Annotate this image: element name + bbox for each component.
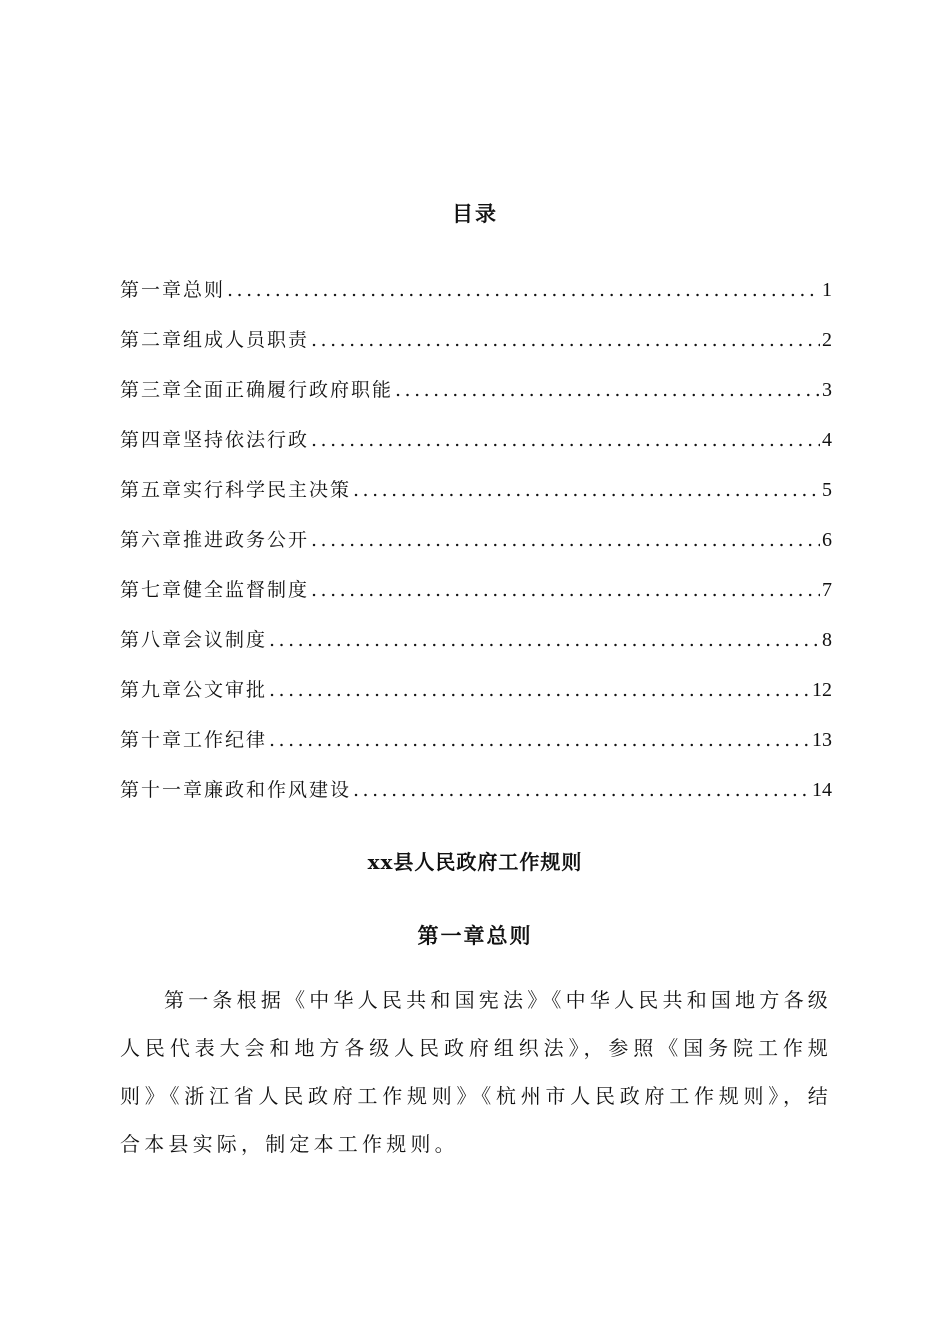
toc-item-label: 第一章总则 <box>120 279 226 301</box>
toc-item-page: 4 <box>822 429 832 451</box>
toc-item-label: 第八章会议制度 <box>120 629 268 651</box>
body-paragraph: 第一条根据《中华人民共和国宪法》《中华人民共和国地方各级人民代表大会和地方各级人民政府组织法》，参照《国务院工作规则》《浙江省人民政府工作规则》《杭州市人民政府工作规则》，结合本县实际，制定本工作规则。 <box>120 988 832 1156</box>
toc-item[interactable] <box>120 322 832 372</box>
toc-item[interactable] <box>120 472 832 522</box>
toc-item-page: 6 <box>822 529 832 551</box>
toc-item-page: 2 <box>822 329 832 351</box>
toc-item-page: 5 <box>822 479 832 501</box>
toc-item[interactable] <box>120 372 832 422</box>
toc-item-label: 第七章健全监督制度 <box>120 579 310 601</box>
toc-leader-dots <box>227 272 820 308</box>
toc-item-label: 第二章组成人员职责 <box>120 329 310 351</box>
toc-title: 目录 <box>452 201 498 226</box>
toc-item-page: 14 <box>812 779 832 801</box>
toc-leader-dots <box>353 472 820 508</box>
toc-leader-dots <box>269 722 810 758</box>
document-title: xx县人民政府工作规则 <box>367 850 583 874</box>
toc-item-page: 13 <box>812 729 832 751</box>
toc-item[interactable] <box>120 422 832 472</box>
toc-leader-dots <box>353 772 810 808</box>
toc-item-label: 第四章坚持依法行政 <box>120 429 310 451</box>
toc-item[interactable] <box>120 572 832 622</box>
toc-item-label: 第九章公文审批 <box>120 679 268 701</box>
toc-leader-dots <box>311 422 820 458</box>
toc-item-page: 12 <box>812 679 832 701</box>
chapter-title: 第一章总则 <box>417 923 533 948</box>
toc-item[interactable] <box>120 272 832 322</box>
toc-leader-dots <box>269 622 820 658</box>
toc-item[interactable] <box>120 522 832 572</box>
toc-item[interactable] <box>120 722 832 772</box>
toc-item-page: 3 <box>822 379 832 401</box>
toc-leader-dots <box>269 672 810 708</box>
toc-leader-dots <box>311 522 820 558</box>
toc-item-label: 第五章实行科学民主决策 <box>120 479 352 501</box>
toc-item-label: 第六章推进政务公开 <box>120 529 310 551</box>
toc-item-label: 第十一章廉政和作风建设 <box>120 779 352 801</box>
toc-item-label: 第十章工作纪律 <box>120 729 268 751</box>
toc-item-page: 7 <box>822 579 832 601</box>
toc-item[interactable] <box>120 672 832 722</box>
toc-item[interactable] <box>120 622 832 672</box>
table-of-contents <box>120 272 832 822</box>
toc-item-page: 8 <box>822 629 832 651</box>
toc-item-label: 第三章全面正确履行政府职能 <box>120 379 394 401</box>
toc-leader-dots <box>311 572 820 608</box>
toc-item-page: 1 <box>822 279 832 301</box>
toc-leader-dots <box>311 322 820 358</box>
toc-item[interactable] <box>120 772 832 822</box>
toc-leader-dots <box>395 372 820 408</box>
